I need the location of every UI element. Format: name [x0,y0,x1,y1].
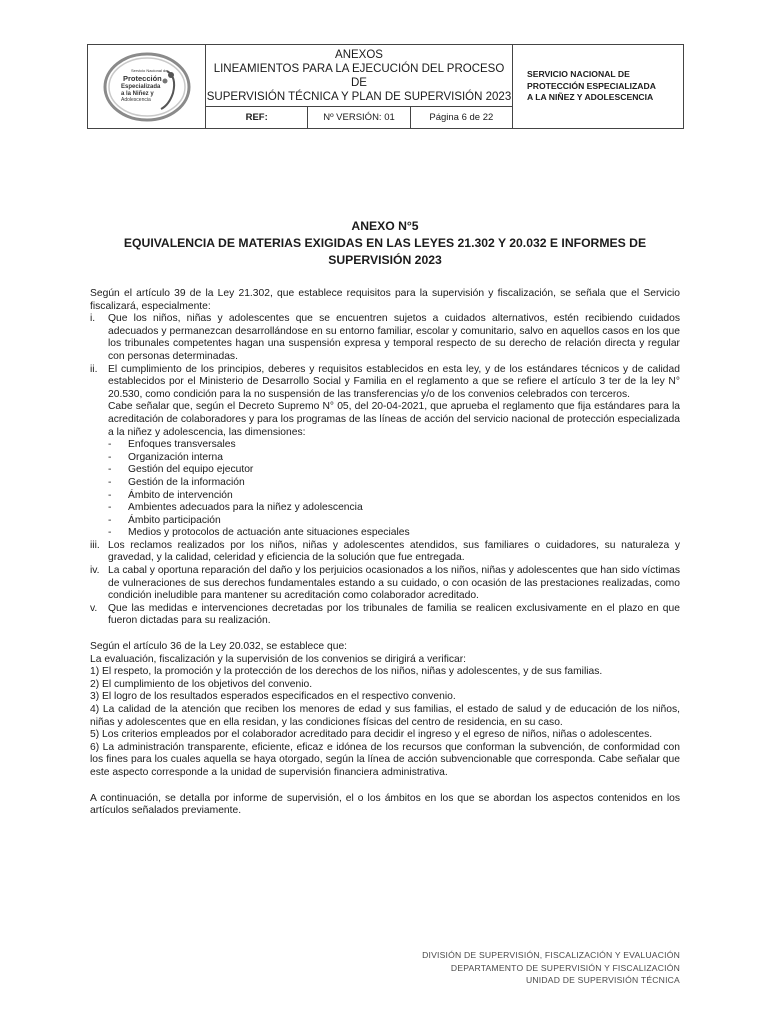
dimension-item: - Gestión del equipo ejecutor [90,464,680,477]
list-item [90,540,680,565]
dimension-item: - Gestión de la información [90,477,680,490]
page-number: Página 6 de 22 [410,107,512,129]
annex-number: ANEXO N°5 [351,219,419,233]
header-title-line: ANEXOS [335,48,383,61]
list-text: Que los niños, niñas y adolescentes que se encuentren sujetos a cuidados alternativos, estén recibiendo cuidados adecuados y permanezcan desarrollándose en su entorno familiar, escolar y comunitario, salvo en aquellos casos en los que los tribunales competentes hagan una suspensión expresa y temporal respecto de su derecho de relación directa y regular con personas determinadas. [108,313,680,362]
document-header [87,44,684,129]
header-organization [513,45,684,129]
version-label: Nº VERSIÓN: 01 [308,107,410,129]
dimension-item: - Enfoques transversales [90,439,680,452]
list-number: v. [90,602,98,614]
footer-division: DIVISIÓN DE SUPERVISIÓN, FISCALIZACIÓN Y EVALUACIÓN [422,950,680,960]
list-item [90,313,680,363]
dimension-item: - Ámbito participación [90,515,680,528]
header-title-line: LINEAMIENTOS PARA LA EJECUCIÓN DEL PROCESO DE [213,62,505,89]
list-number: ii. [90,363,98,375]
header-title [206,45,513,107]
org-line: SERVICIO NACIONAL DE [527,69,630,80]
dimension-item: - Ámbito de intervención [90,490,680,503]
header-title-line: SUPERVISIÓN TÉCNICA Y PLAN DE SUPERVISIÓN 2023 [206,90,512,103]
numbered-item: 1) El respeto, la promoción y la protección de los derechos de los niños, niñas y adolescentes, y de sus familias. [90,666,603,678]
list-item [90,364,680,402]
numbered-item: 2) El cumplimiento de los objetivos del convenio. [90,678,313,690]
closing-paragraph: A continuación, se detalla por informe de supervisión, el o los ámbitos en los que se abordan los aspectos contenidos en los artículos señalados previamente. [90,792,680,817]
service-logo [101,51,193,123]
document-body [90,288,680,818]
paragraph: Según el artículo 39 de la Ley 21.302, que establece requisitos para la supervisión y fiscalización, se señala que el Servicio fiscalizará, especialmente: [90,288,680,312]
list-number: i. [90,313,96,325]
numbered-item: 6) La administración transparente, eficiente, eficaz e idónea de los recursos que conforman la subvención, de conformidad con los fines para los cuales aquella se haya otorgado, según la línea de acción subvencionable que corresponda. Cabe señalar que este aspecto corresponde a la unidad de supervisión financiera administrativa. [90,741,680,778]
footer-unit: UNIDAD DE SUPERVISIÓN TÉCNICA [526,975,680,985]
svg-text:Protección: Protección [122,73,162,83]
numbered-item: 5) Los criterios empleados por el colaborador acreditado para decidir el ingreso y el egreso de niños, niñas o adolescentes. [90,729,653,741]
org-line: PROTECCIÓN ESPECIALIZADA [527,80,656,91]
logo-cell [88,45,206,129]
paragraph: Según el artículo 36 de la Ley 20.032, se establece que: [90,641,348,653]
svg-text:Adolescencia: Adolescencia [120,96,151,103]
paragraph: Cabe señalar que, según el Decreto Supremo N° 05, del 20-04-2021, que aprueba el reglamento que fija estándares para la acreditación de colaboradores y para los programas de las líneas de acción del servicio nacional de protección especializada a la niñez y adolescencia, las dimensiones: [108,401,680,438]
annex-title-line: EQUIVALENCIA DE MATERIAS EXIGIDAS EN LAS LEYES 21.302 Y 20.032 E INFORMES DE [123,236,647,250]
list-number: iii. [90,539,100,551]
list-text: El cumplimiento de los principios, deberes y requisitos establecidos en esta ley, y de los estándares técnicos y de calidad establecidos por el Ministerio de Desarrollo Social y Familia en el reglamento a que se refiere el artículo 3 ter de la ley N° 20.530, como condición para la no suspensión de las transferencias y/o de los convenios celebrados con terceros. [108,363,680,400]
list-text: La cabal y oportuna reparación del daño y los perjuicios ocasionados a los niños, niñas y adolescentes que han sido víctimas de vulneraciones de sus derechos fundamentales estando a su cuidado, o con ocasión de las prestaciones realizadas, como condición ineludible para mantener su acreditación como colaborador acreditado. [108,565,680,602]
annex-title-line: SUPERVISIÓN 2023 [328,253,442,267]
dimension-item: - Ambientes adecuados para la niñez y adolescencia [90,502,680,515]
svg-text:Especializada: Especializada [120,83,160,90]
svg-text:Servicio Nacional de: Servicio Nacional de [130,67,167,73]
org-line: A LA NIÑEZ Y ADOLESCENCIA [527,92,654,103]
dimension-item: - Organización interna [90,452,680,465]
list-text: Los reclamos realizados por los niños, niñas y adolescentes atendidos, sus familiares o cuidadores, su naturaleza y gravedad, y la calidad, celeridad y eficiencia de la solución que fue entregada. [108,539,680,564]
list-number: iv. [90,565,100,577]
ref-label: REF: [206,107,308,129]
list-item [90,603,680,628]
list-text: Que las medidas e intervenciones decretadas por los tribunales de familia se realicen exclusivamente en el plazo en que fueron dictadas para su realización. [108,602,680,627]
numbered-item: 4) La calidad de la atención que reciben los menores de edad y sus familias, el estado de salud y de educación de los niños, niñas y adolescentes que en ella residan, y las condiciones físicas del centro de residencia, en su caso. [90,704,680,728]
svg-text:a la Niñez y: a la Niñez y [120,90,154,97]
list-item [90,565,680,603]
document-footer [422,949,680,987]
paragraph: La evaluación, fiscalización y la supervisión de los convenios se dirigirá a verificar: [90,653,467,665]
document-title [90,218,680,269]
numbered-item: 3) El logro de los resultados esperados especificados en el respectivo convenio. [90,691,456,703]
footer-department: DEPARTAMENTO DE SUPERVISIÓN Y FISCALIZACIÓN [450,962,680,973]
dimension-item: - Medios y protocolos de actuación ante situaciones especiales [90,527,680,540]
